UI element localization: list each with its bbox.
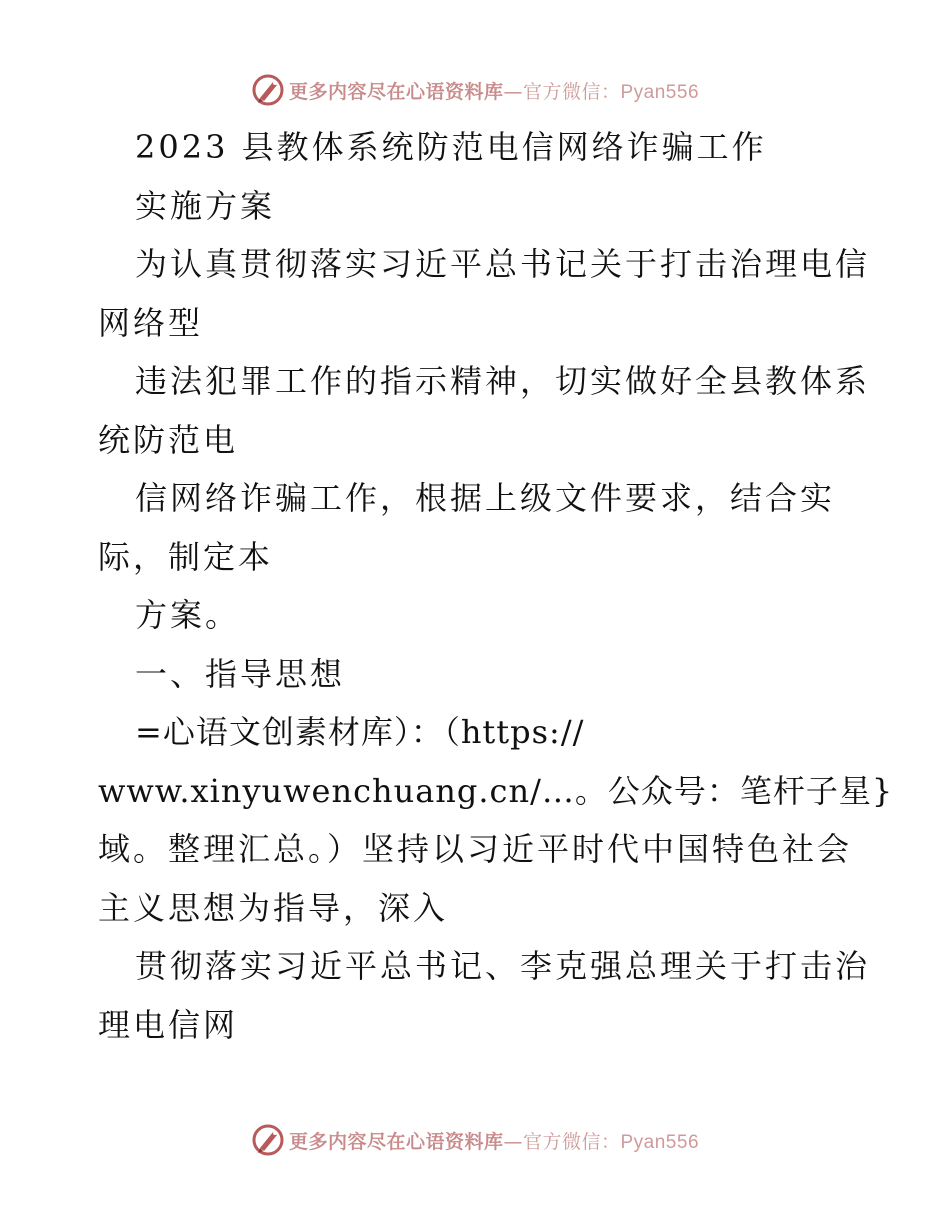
watermark-wx-id: Pyan556 (620, 1131, 700, 1153)
watermark-text (289, 1127, 699, 1154)
watermark-main: 更多内容尽在心语资料库 (288, 1130, 504, 1153)
doc-line: 主义思想为指导，深入 (98, 888, 449, 927)
doc-line-url: www.xinyuwenchuang.cn/…。公众号：笔杆子星} (98, 771, 894, 810)
watermark-dash: — (503, 80, 523, 103)
doc-line: 贯彻落实习近平总书记、李克强总理关于打击治 (135, 947, 871, 985)
pen-logo-icon (251, 73, 285, 107)
section-heading: 一、指导思想 (135, 654, 346, 693)
doc-line: 违法犯罪工作的指示精神，切实做好全县教体系 (135, 362, 871, 400)
doc-line: 网络型 (98, 303, 204, 342)
watermark-dash: — (503, 1130, 523, 1153)
doc-line-title: 2023 县教体系统防范电信网络诈骗工作 (135, 128, 767, 166)
footer-watermark-banner (0, 1120, 950, 1160)
doc-line: 信网络诈骗工作，根据上级文件要求，结合实 (135, 479, 836, 517)
doc-line: 为认真贯彻落实习近平总书记关于打击治理电信 (135, 245, 871, 283)
header-watermark-banner (0, 70, 950, 110)
document-body (98, 118, 894, 1054)
watermark-wx-id: Pyan556 (620, 81, 700, 103)
watermark-text (289, 77, 699, 104)
doc-line-source: =心语文创素材库）：（https:// (135, 713, 585, 751)
pen-logo-icon (251, 1123, 285, 1157)
doc-line: 方案。 (135, 596, 241, 634)
doc-line: 域。整理汇总。）坚持以习近平时代中国特色社会 (98, 830, 853, 868)
doc-line-subtitle: 实施方案 (135, 186, 276, 225)
doc-line: 理电信网 (98, 1005, 239, 1044)
doc-line: 际，制定本 (98, 537, 274, 576)
doc-line: 统防范电 (98, 420, 239, 459)
watermark-main: 更多内容尽在心语资料库 (288, 80, 504, 103)
watermark-wx-label: 官方微信： (522, 1130, 621, 1153)
watermark-wx-label: 官方微信： (522, 80, 621, 103)
